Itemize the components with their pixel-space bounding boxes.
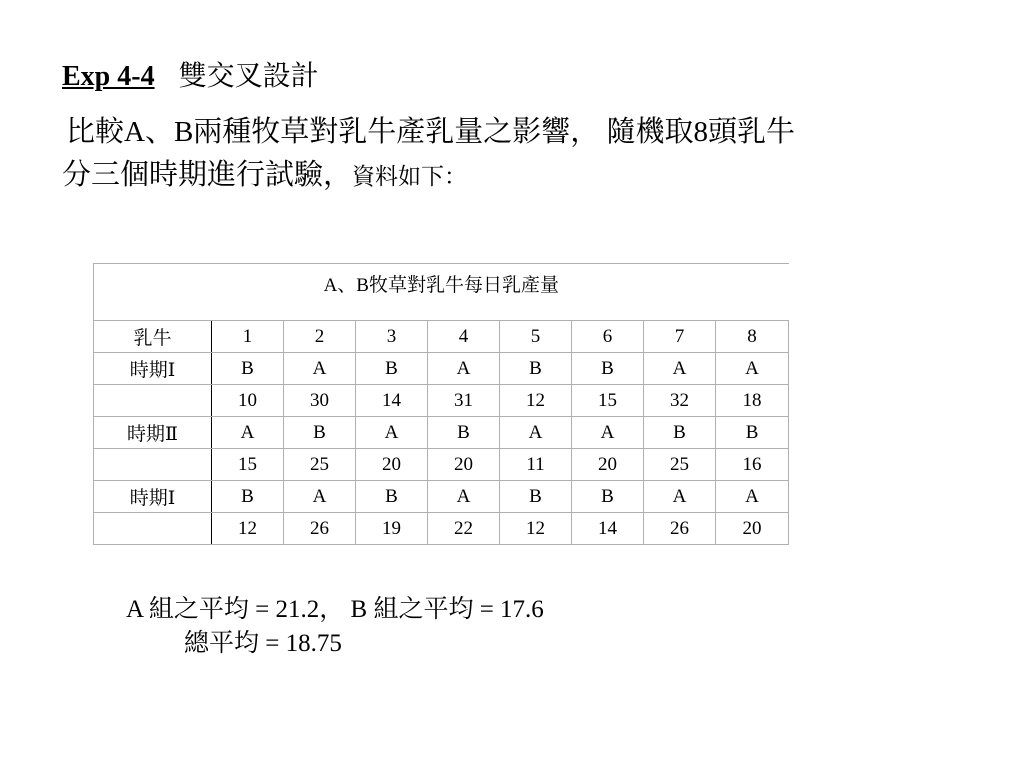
table-cell: 12 [212,513,284,545]
table-cell: 11 [500,449,572,481]
table-cell: 14 [356,385,428,417]
table-cell: B [500,481,572,513]
table-cell: 20 [572,449,644,481]
table-cell: B [572,481,644,513]
group-means: A 組之平均 = 21.2， B 組之平均 = 17.6 [126,596,544,623]
example-subtitle: 雙交叉設計 [178,61,319,92]
milk-yield-table [93,263,789,545]
table-cell: A [356,417,428,449]
overall-mean: 總平均 = 18.75 [184,630,342,657]
table-cell: A [572,417,644,449]
slide-title [62,54,319,94]
table-cell: 16 [716,449,789,481]
table-cell: A [428,481,500,513]
table-cell: 14 [572,513,644,545]
example-number: Exp 4-4 [62,61,155,92]
table-row [94,385,789,417]
table-row [94,481,789,513]
table-cell: A [212,417,284,449]
table-cell: A [284,481,356,513]
table-cell: 25 [284,449,356,481]
table-cell: 31 [428,385,500,417]
table-cell: A [716,481,789,513]
table-cell: 12 [500,385,572,417]
problem-statement [62,111,962,198]
table-cell: 25 [644,449,716,481]
header-cow: 8 [716,321,789,353]
table-cell: 32 [644,385,716,417]
table-caption: A、B牧草對乳牛每日乳產量 [94,264,789,321]
table-cell: A [428,353,500,385]
table-cell: B [356,481,428,513]
table-header-row [94,321,789,353]
table-cell: 20 [428,449,500,481]
table-row [94,449,789,481]
table-cell: B [212,481,284,513]
table-cell: B [284,417,356,449]
summary [126,593,544,661]
table-cell: 26 [644,513,716,545]
header-cow: 6 [572,321,644,353]
table-cell: A [716,353,789,385]
header-cow: 5 [500,321,572,353]
header-cow: 3 [356,321,428,353]
problem-line-2 [62,154,962,198]
header-cow: 1 [212,321,284,353]
table-cell: 12 [500,513,572,545]
table-cell: A [644,481,716,513]
table-cell: 10 [212,385,284,417]
table-cell: B [428,417,500,449]
row-label: 時期Ⅰ [94,353,212,385]
table-body [94,264,789,545]
table-cell: 20 [716,513,789,545]
table-cell: 20 [356,449,428,481]
table-cell: 15 [212,449,284,481]
row-label [94,513,212,545]
table-cell: B [500,353,572,385]
header-cow: 2 [284,321,356,353]
table-cell: B [572,353,644,385]
table-cell: 30 [284,385,356,417]
table-cell: A [284,353,356,385]
table-cell: 15 [572,385,644,417]
problem-line-1: 比較A、B兩種牧草對乳牛產乳量之影響， 隨機取8頭乳牛 [66,116,796,148]
problem-line-2-main: 分三個時期進行試驗， [62,159,353,191]
row-label: 時期Ⅱ [94,417,212,449]
row-label [94,449,212,481]
table-cell: 22 [428,513,500,545]
table-row [94,417,789,449]
header-cow: 4 [428,321,500,353]
problem-line-2-small: 資料如下： [352,164,468,189]
row-label: 時期Ⅰ [94,481,212,513]
row-label [94,385,212,417]
table-cell: B [356,353,428,385]
table-cell: B [212,353,284,385]
table-cell: B [716,417,789,449]
table-cell: 26 [284,513,356,545]
table-row [94,353,789,385]
table-cell: B [644,417,716,449]
table-row [94,513,789,545]
table-cell: A [500,417,572,449]
table-caption-row [94,264,789,321]
table-cell: 19 [356,513,428,545]
table-cell: 18 [716,385,789,417]
header-label: 乳牛 [94,321,212,353]
header-cow: 7 [644,321,716,353]
table-cell: A [644,353,716,385]
